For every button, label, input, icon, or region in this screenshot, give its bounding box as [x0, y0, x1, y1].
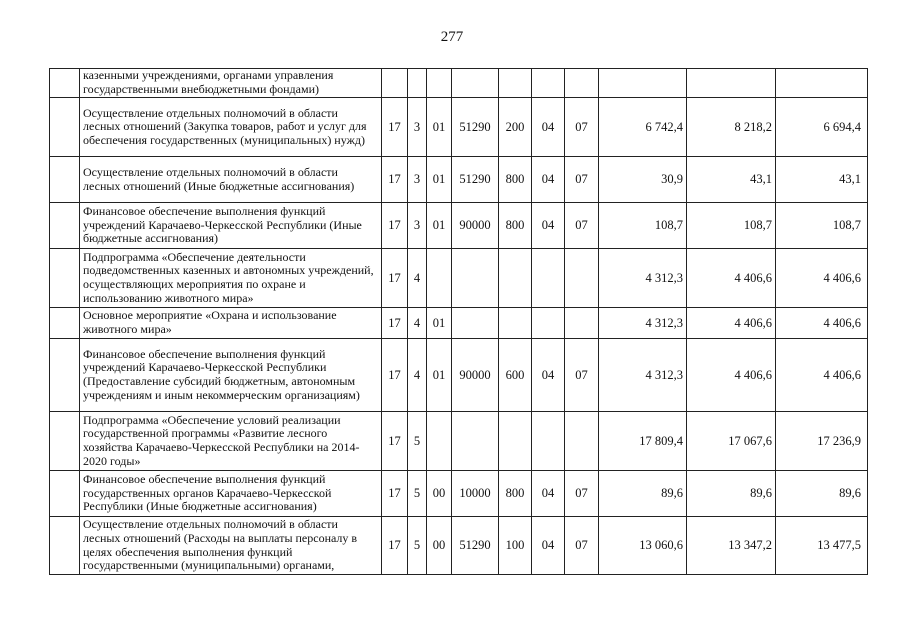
activity-code-cell	[427, 69, 452, 98]
expense-type-cell: 200	[499, 98, 532, 157]
amount-year2-cell: 108,7	[687, 203, 776, 249]
program-code-cell: 17	[382, 339, 408, 412]
subsection-code-cell	[565, 69, 599, 98]
section-code-cell: 04	[532, 471, 565, 517]
description-cell: Финансовое обеспечение выполнения функций государственных органов Карачаево-Черкесской Республики (Иные бюджетные ассигнования)	[80, 471, 382, 517]
expense-type-cell: 800	[499, 157, 532, 203]
program-code-cell: 17	[382, 249, 408, 308]
description-cell: Подпрограмма «Обеспечение условий реализации государственной программы «Развитие лесного хозяйства Карачаево-Черкесской Республики на 2014-2020 годы»	[80, 412, 382, 471]
subprogram-code-cell: 3	[408, 203, 427, 249]
direction-code-cell	[452, 249, 499, 308]
amount-year2-cell: 4 406,6	[687, 249, 776, 308]
section-code-cell	[532, 412, 565, 471]
description-cell: Основное мероприятие «Охрана и использование животного мира»	[80, 308, 382, 339]
direction-code-cell: 51290	[452, 157, 499, 203]
expense-type-cell	[499, 412, 532, 471]
description-cell: Осуществление отдельных полномочий в области лесных отношений (Расходы на выплаты персоналу в целях обеспечения выполнения функций государственными (муниципальными) органами,	[80, 517, 382, 575]
amount-year2-cell: 43,1	[687, 157, 776, 203]
expense-type-cell: 800	[499, 203, 532, 249]
amount-year3-cell: 6 694,4	[776, 98, 868, 157]
amount-year3-cell: 4 406,6	[776, 339, 868, 412]
expense-type-cell	[499, 69, 532, 98]
section-code-cell	[532, 308, 565, 339]
subsection-code-cell: 07	[565, 157, 599, 203]
subprogram-code-cell: 5	[408, 412, 427, 471]
subprogram-code-cell: 3	[408, 157, 427, 203]
amount-year3-cell: 13 477,5	[776, 517, 868, 575]
subprogram-code-cell: 4	[408, 249, 427, 308]
table-row	[50, 249, 868, 308]
amount-year2-cell: 89,6	[687, 471, 776, 517]
section-code-cell: 04	[532, 98, 565, 157]
row-marker-cell	[50, 471, 80, 517]
row-marker-cell	[50, 249, 80, 308]
amount-year3-cell	[776, 69, 868, 98]
table-row	[50, 203, 868, 249]
subsection-code-cell: 07	[565, 517, 599, 575]
subprogram-code-cell: 3	[408, 98, 427, 157]
amount-year3-cell: 108,7	[776, 203, 868, 249]
subsection-code-cell: 07	[565, 339, 599, 412]
amount-year3-cell: 4 406,6	[776, 308, 868, 339]
row-marker-cell	[50, 412, 80, 471]
subprogram-code-cell: 5	[408, 471, 427, 517]
budget-table	[49, 68, 868, 575]
direction-code-cell: 90000	[452, 203, 499, 249]
section-code-cell	[532, 249, 565, 308]
row-marker-cell	[50, 517, 80, 575]
section-code-cell: 04	[532, 339, 565, 412]
row-marker-cell	[50, 308, 80, 339]
activity-code-cell: 01	[427, 308, 452, 339]
amount-year2-cell: 13 347,2	[687, 517, 776, 575]
description-cell: Осуществление отдельных полномочий в области лесных отношений (Закупка товаров, работ и услуг для обеспечения государственных (муниципальных) нужд)	[80, 98, 382, 157]
subprogram-code-cell: 5	[408, 517, 427, 575]
amount-year2-cell: 4 406,6	[687, 339, 776, 412]
program-code-cell: 17	[382, 203, 408, 249]
amount-year2-cell: 17 067,6	[687, 412, 776, 471]
direction-code-cell: 51290	[452, 98, 499, 157]
activity-code-cell: 01	[427, 339, 452, 412]
program-code-cell: 17	[382, 308, 408, 339]
amount-year3-cell: 17 236,9	[776, 412, 868, 471]
amount-year3-cell: 89,6	[776, 471, 868, 517]
subprogram-code-cell	[408, 69, 427, 98]
direction-code-cell: 51290	[452, 517, 499, 575]
table-row	[50, 69, 868, 98]
row-marker-cell	[50, 203, 80, 249]
amount-year1-cell: 6 742,4	[599, 98, 687, 157]
direction-code-cell	[452, 69, 499, 98]
description-cell: Осуществление отдельных полномочий в области лесных отношений (Иные бюджетные ассигнования)	[80, 157, 382, 203]
description-cell: Финансовое обеспечение выполнения функций учреждений Карачаево-Черкесской Республики (Предоставление субсидий бюджетным, автономным учреждениям и иным некоммерческим организациям)	[80, 339, 382, 412]
program-code-cell	[382, 69, 408, 98]
expense-type-cell: 800	[499, 471, 532, 517]
expense-type-cell	[499, 308, 532, 339]
program-code-cell: 17	[382, 412, 408, 471]
section-code-cell: 04	[532, 157, 565, 203]
amount-year1-cell	[599, 69, 687, 98]
direction-code-cell: 10000	[452, 471, 499, 517]
section-code-cell	[532, 69, 565, 98]
subsection-code-cell	[565, 308, 599, 339]
table-row	[50, 157, 868, 203]
table-row	[50, 339, 868, 412]
amount-year1-cell: 4 312,3	[599, 308, 687, 339]
amount-year1-cell: 108,7	[599, 203, 687, 249]
amount-year2-cell: 8 218,2	[687, 98, 776, 157]
page-number: 277	[440, 29, 464, 45]
row-marker-cell	[50, 69, 80, 98]
table-row	[50, 517, 868, 575]
table-body	[50, 69, 868, 575]
amount-year1-cell: 30,9	[599, 157, 687, 203]
amount-year2-cell	[687, 69, 776, 98]
program-code-cell: 17	[382, 517, 408, 575]
subsection-code-cell: 07	[565, 471, 599, 517]
amount-year2-cell: 4 406,6	[687, 308, 776, 339]
expense-type-cell: 100	[499, 517, 532, 575]
description-cell: Финансовое обеспечение выполнения функций учреждений Карачаево-Черкесской Республики (Иные бюджетные ассигнования)	[80, 203, 382, 249]
section-code-cell: 04	[532, 517, 565, 575]
activity-code-cell	[427, 249, 452, 308]
table-row	[50, 412, 868, 471]
program-code-cell: 17	[382, 157, 408, 203]
program-code-cell: 17	[382, 98, 408, 157]
table-row	[50, 98, 868, 157]
amount-year1-cell: 13 060,6	[599, 517, 687, 575]
subprogram-code-cell: 4	[408, 308, 427, 339]
row-marker-cell	[50, 98, 80, 157]
direction-code-cell	[452, 412, 499, 471]
description-cell: Подпрограмма «Обеспечение деятельности подведомственных казенных и автономных учреждений, осуществляющих мероприятия по охране и использованию животного мира»	[80, 249, 382, 308]
activity-code-cell: 00	[427, 517, 452, 575]
expense-type-cell: 600	[499, 339, 532, 412]
subsection-code-cell: 07	[565, 98, 599, 157]
subsection-code-cell	[565, 412, 599, 471]
activity-code-cell	[427, 412, 452, 471]
expense-type-cell	[499, 249, 532, 308]
section-code-cell: 04	[532, 203, 565, 249]
subprogram-code-cell: 4	[408, 339, 427, 412]
amount-year1-cell: 89,6	[599, 471, 687, 517]
amount-year3-cell: 4 406,6	[776, 249, 868, 308]
table-row	[50, 308, 868, 339]
direction-code-cell	[452, 308, 499, 339]
row-marker-cell	[50, 157, 80, 203]
amount-year1-cell: 4 312,3	[599, 249, 687, 308]
activity-code-cell: 01	[427, 98, 452, 157]
activity-code-cell: 00	[427, 471, 452, 517]
subsection-code-cell	[565, 249, 599, 308]
activity-code-cell: 01	[427, 157, 452, 203]
direction-code-cell: 90000	[452, 339, 499, 412]
amount-year3-cell: 43,1	[776, 157, 868, 203]
description-cell: казенными учреждениями, органами управления государственными внебюджетными фондами)	[80, 69, 382, 98]
table-row	[50, 471, 868, 517]
row-marker-cell	[50, 339, 80, 412]
amount-year1-cell: 4 312,3	[599, 339, 687, 412]
program-code-cell: 17	[382, 471, 408, 517]
activity-code-cell: 01	[427, 203, 452, 249]
amount-year1-cell: 17 809,4	[599, 412, 687, 471]
subsection-code-cell: 07	[565, 203, 599, 249]
